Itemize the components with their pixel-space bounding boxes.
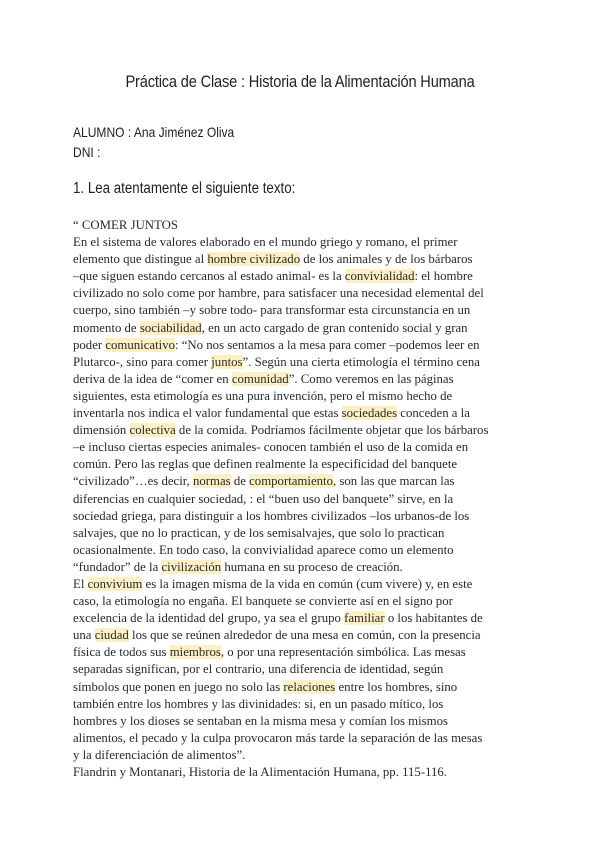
text-segment: salvajes, que no lo practican, y de los semisalvajes, que solo lo practican	[73, 525, 445, 540]
text-line	[73, 508, 513, 525]
section-heading: 1. Lea atentamente el siguiente texto:	[73, 180, 296, 197]
text-segment: una	[73, 628, 95, 643]
text-line	[73, 696, 513, 713]
text-segment: ”. Como veremos en las páginas	[288, 371, 454, 386]
text-segment: , o por una representación simbólica. Las mesas	[220, 645, 466, 660]
text-segment: común. Pero las reglas que definen realmente la especificidad del banquete	[73, 457, 458, 472]
text-segment: ocasionalmente. En todo caso, la convivialidad aparece como un elemento	[73, 542, 454, 557]
text-line	[73, 644, 513, 661]
text-line	[73, 525, 513, 542]
text-line	[73, 302, 513, 319]
text-line	[73, 439, 513, 456]
text-line	[73, 661, 513, 678]
text-line	[73, 422, 513, 439]
text-line	[73, 285, 513, 302]
highlighted-term: juntos	[211, 354, 243, 369]
text-segment: –e incluso ciertas especies animales- conocen también el uso de la comida en	[73, 440, 469, 455]
text-segment: caso, la etimología no engaña. El banquete se convierte así en el signo por	[73, 594, 453, 609]
highlighted-term: sociedades	[341, 406, 398, 421]
highlighted-term: convivium	[87, 576, 143, 591]
text-segment: “civilizado”…es decir,	[73, 474, 193, 489]
text-line	[73, 354, 513, 371]
text-segment: de los animales y de los bárbaros	[300, 252, 473, 267]
highlighted-term: hombre civilizado	[207, 252, 301, 267]
text-line	[73, 593, 513, 610]
text-line	[73, 337, 513, 354]
text-line	[73, 542, 513, 559]
highlighted-term: relaciones	[283, 679, 336, 694]
text-line	[73, 491, 513, 508]
highlighted-term: convivialidad	[344, 269, 415, 284]
text-line	[73, 234, 513, 251]
highlighted-term: ciudad	[94, 628, 129, 643]
text-segment: “ COMER JUNTOS	[73, 218, 178, 232]
text-segment: ”. Según una cierta etimología el término cena	[242, 354, 480, 369]
text-segment: siguientes, esta etimología es una pura invención, pero el mismo hecho de	[73, 388, 453, 403]
text-segment: separadas significan, por el contrario, una diferencia de identidad, según	[73, 662, 444, 677]
text-line	[73, 388, 513, 405]
text-segment: “fundador” de la	[73, 559, 162, 574]
text-segment: cuerpo, sino también –y sobre todo- para transformar esta circunstancia en un	[73, 303, 471, 318]
citation: Flandrin y Montanari, Historia de la Alimentación Humana, pp. 115-116.	[73, 765, 447, 779]
text-segment: Plutarco-, sino para comer	[73, 354, 212, 369]
text-line	[73, 371, 513, 388]
highlighted-term: familiar	[344, 611, 385, 626]
text-segment: es la imagen misma de la vida en común (cum vivere) y, en este	[142, 576, 473, 591]
text-segment: civilizado no solo come por hambre, para satisfacer una necesidad elemental del	[73, 286, 484, 301]
quoted-text	[73, 217, 513, 781]
text-line	[73, 747, 513, 764]
text-segment: En el sistema de valores elaborado en el mundo griego y romano, el primer	[73, 235, 458, 250]
text-line	[73, 217, 513, 234]
student-info	[73, 122, 234, 162]
text-line	[73, 713, 513, 730]
text-segment: física de todos sus	[73, 645, 170, 660]
highlighted-term: colectiva	[129, 423, 176, 438]
text-segment: también entre los hombres y las divinidades: si, en un pasado mítico, los	[73, 696, 444, 711]
text-segment: elemento que distingue al	[73, 252, 208, 267]
text-segment: alimentos, el pecado y la culpa provocaron más tarde la separación de las mesas	[73, 730, 483, 745]
highlighted-term: normas	[192, 474, 231, 489]
text-segment: diferencias en cualquier sociedad, : el “buen uso del banquete” sirve, en la	[73, 491, 454, 506]
highlighted-term: sociabilidad	[139, 320, 202, 335]
text-segment: los que se reúnen alrededor de una mesa en común, con la presencia	[128, 628, 481, 643]
text-segment: , son las que marcan las	[332, 474, 455, 489]
text-segment: –que siguen estando cercanos al estado animal- es la	[73, 269, 345, 284]
text-segment: excelencia de la identidad del grupo, ya sea el grupo	[73, 611, 345, 626]
highlighted-term: comunicativo	[105, 337, 175, 352]
text-segment: hombres y los dioses se sentaban en la misma mesa y comían los mismos	[73, 713, 448, 728]
text-segment: sociedad griega, para distinguir a los hombres civilizados –los urbanos-de los	[73, 508, 470, 523]
highlighted-term: civilización	[161, 559, 222, 574]
text-line	[73, 268, 513, 285]
text-line	[73, 251, 513, 268]
text-segment: deriva de la idea de “comer en	[73, 371, 232, 386]
text-segment: y la diferenciación de alimentos”.	[73, 747, 246, 762]
text-line	[73, 456, 513, 473]
text-line	[73, 576, 513, 593]
text-segment: símbolos que ponen en juego no solo las	[73, 679, 284, 694]
text-line	[73, 320, 513, 337]
text-segment: momento de	[73, 320, 140, 335]
student-name: ALUMNO : Ana Jiménez Oliva	[73, 124, 235, 140]
text-segment: humana en su proceso de creación.	[221, 559, 403, 574]
text-line	[73, 559, 513, 576]
text-line	[73, 473, 513, 490]
text-segment: inventarla nos indica el valor fundamental que estas	[73, 406, 342, 421]
text-line	[73, 610, 513, 627]
text-segment: : el hombre	[414, 269, 473, 284]
text-line	[73, 627, 513, 644]
text-segment: : “No nos sentamos a la mesa para comer –podemos leer en	[175, 337, 480, 352]
text-segment: o los habitantes de	[384, 611, 483, 626]
text-line	[73, 679, 513, 696]
highlighted-term: comportamiento	[249, 474, 333, 489]
highlighted-term: miembros	[169, 645, 221, 660]
highlighted-term: comunidad	[231, 371, 289, 386]
text-segment: dimensión	[73, 423, 130, 438]
student-dni: DNI :	[73, 144, 101, 160]
text-line	[73, 405, 513, 422]
text-segment: de	[230, 474, 250, 489]
text-segment: entre los hombres, sino	[335, 679, 458, 694]
text-segment: conceden a la	[397, 406, 470, 421]
text-segment: poder	[73, 337, 106, 352]
text-line	[73, 730, 513, 747]
text-segment: El	[73, 576, 88, 591]
text-segment: de la comida. Podríamos fácilmente objetar que los bárbaros	[175, 423, 489, 438]
document-title: Práctica de Clase : Historia de la Alimentación Humana	[125, 72, 475, 91]
text-segment: , en un acto cargado de gran contenido social y gran	[201, 320, 468, 335]
